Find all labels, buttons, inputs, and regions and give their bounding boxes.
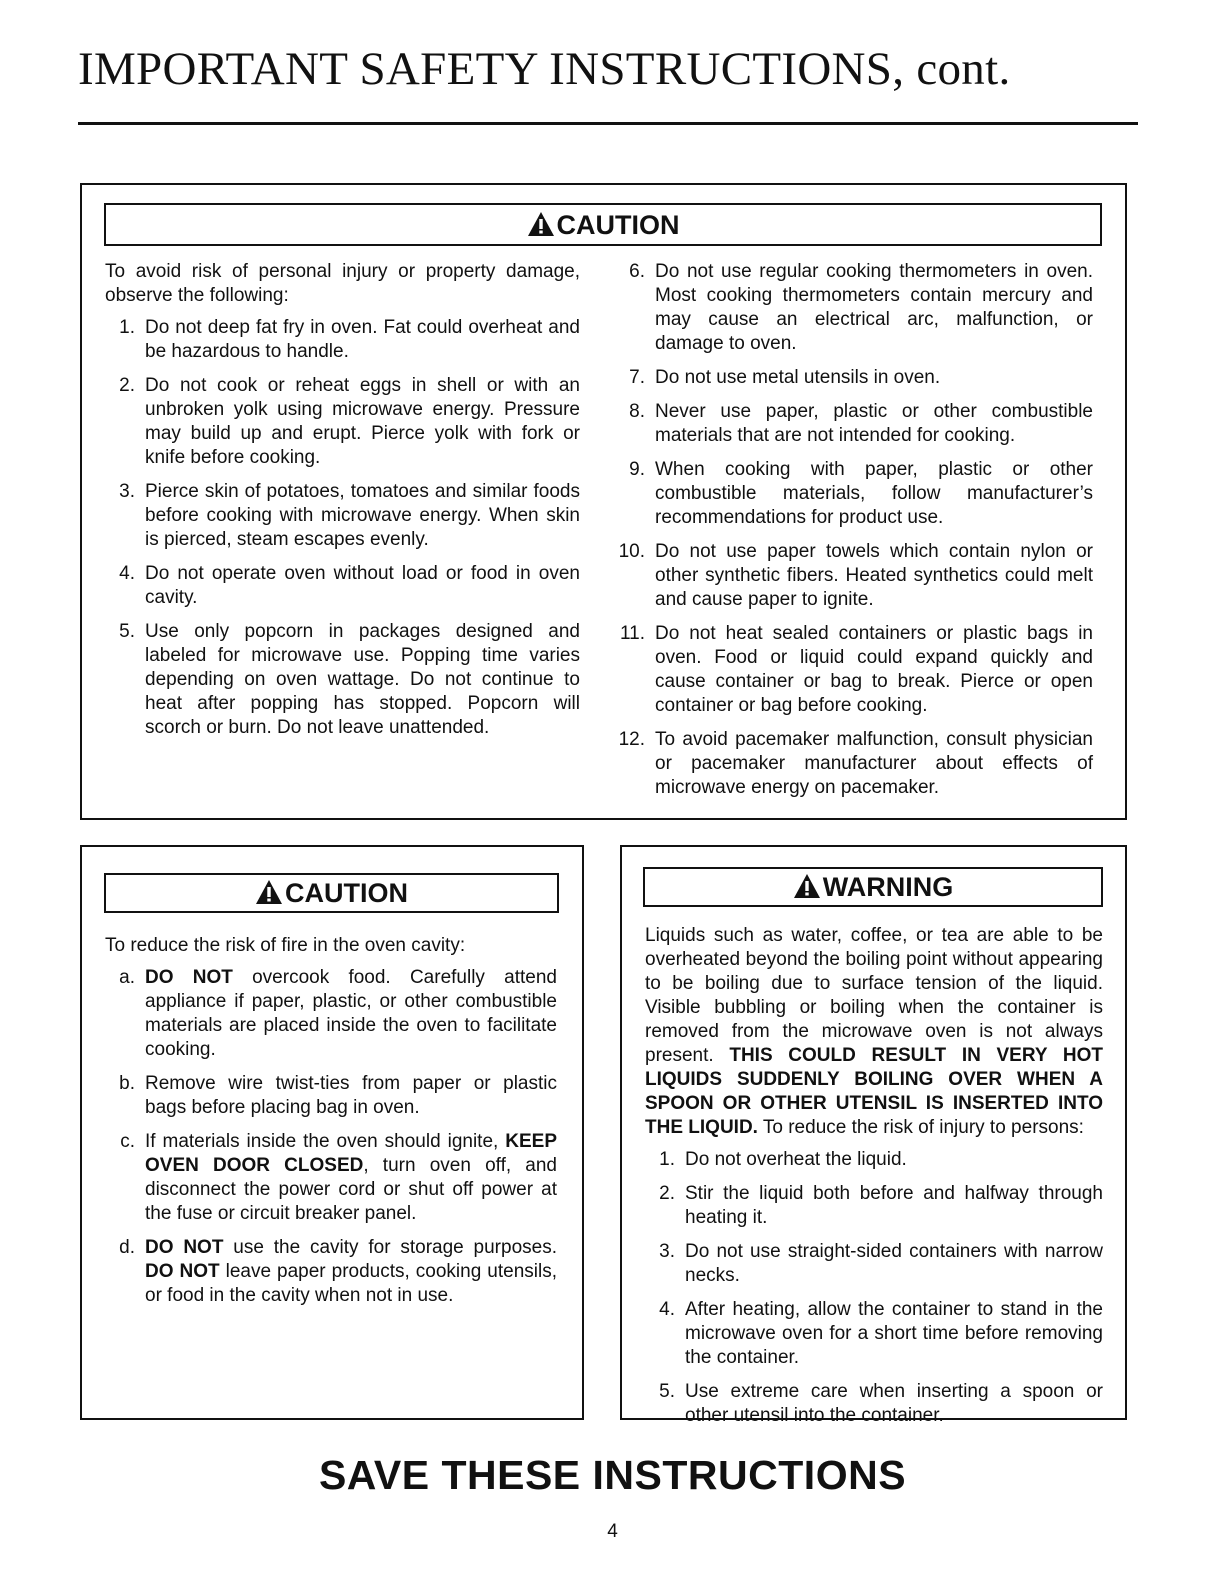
list-item: 6. Do not use regular cooking thermometers in oven. Most cooking thermometers contain mercury and may cause an electrical arc, malfunction, or damage to oven. — [629, 261, 1093, 354]
warning-triangle-icon — [255, 879, 283, 905]
save-instructions-title: SAVE THESE INSTRUCTIONS — [318, 1452, 907, 1498]
caution-header-label: CAUTION — [556, 210, 680, 240]
list-item: 11. Do not heat sealed containers or plastic bags in oven. Food or liquid could expand quickly and cause container or bag to break. Pierce or open container or bag before cooking. — [619, 623, 1093, 716]
warning-triangle-icon — [793, 873, 821, 899]
list-item: 5. Use extreme care when inserting a spoon or other utensil into the container. — [659, 1381, 1103, 1426]
list-item: 3. Do not use straight-sided containers with narrow necks. — [659, 1241, 1103, 1286]
list-item: 5. Use only popcorn in packages designed and labeled for microwave use. Popping time varies depending on oven wattage. Do not continue to heat after popping has stopped. Popcorn will scorch or burn. Do not leave unattended. — [119, 621, 580, 738]
list-item: 2. Do not cook or reheat eggs in shell or with an unbroken yolk using microwave energy. Pressure may build up and erupt. Pierce yolk with fork or knife before cooking. — [119, 375, 580, 468]
caution-main-intro: To avoid risk of personal injury or property damage, observe the following: — [105, 261, 580, 306]
list-item: 1. Do not overheat the liquid. — [659, 1149, 907, 1170]
list-item: b. Remove wire twist-ties from paper or plastic bags before placing bag in oven. — [119, 1073, 557, 1118]
list-item: a. DO NOT overcook food. Carefully attend appliance if paper, plastic, or other combustible materials are placed inside the oven to facilitate cooking. — [119, 967, 557, 1060]
caution-header-fire — [104, 873, 559, 913]
list-item: 8. Never use paper, plastic or other combustible materials that are not intended for cooking. — [629, 401, 1093, 446]
warning-list — [645, 1148, 1103, 1428]
caution-main-right-column — [615, 260, 1093, 810]
warning-header — [643, 867, 1103, 907]
title-rule — [78, 122, 1138, 125]
page-title: IMPORTANT SAFETY INSTRUCTIONS, cont. — [78, 43, 1011, 95]
warning-header-label: WARNING — [822, 872, 954, 902]
warning-content — [645, 924, 1103, 1438]
list-item: c. If materials inside the oven should ignite, KEEP OVEN DOOR CLOSED, turn oven off, and disconnect the power cord or shut off power at the fuse or circuit breaker panel. — [120, 1131, 557, 1224]
caution-main-list-left — [105, 316, 580, 740]
caution-fire-list — [105, 966, 557, 1308]
warning-paragraph: Liquids such as water, coffee, or tea are able to be overheated beyond the boiling point without appearing to be boiling due to surface tension of the liquid. Visible bubbling or boiling when the container is removed from the microwave oven is not always present. THIS COULD RESULT IN VERY HOT LIQUIDS SUDDENLY BOILING OVER WHEN A SPOON OR OTHER UTENSIL IS INSERTED INTO THE LIQUID. To reduce the risk of injury to persons: — [645, 925, 1103, 1138]
list-item: 12. To avoid pacemaker malfunction, consult physician or pacemaker manufacturer about effects of microwave energy on pacemaker. — [618, 729, 1093, 798]
list-item: 4. After heating, allow the container to stand in the microwave oven for a short time before removing the container. — [659, 1299, 1103, 1368]
page-number: 4 — [607, 1521, 618, 1542]
list-item: 3. Pierce skin of potatoes, tomatoes and similar foods before cooking with microwave energy. When skin is pierced, steam escapes evenly. — [119, 481, 580, 550]
list-item: 2. Stir the liquid both before and halfway through heating it. — [659, 1183, 1103, 1228]
caution-header-main — [104, 203, 1102, 246]
caution-main-list-right — [615, 260, 1093, 800]
warning-triangle-icon — [527, 211, 555, 237]
list-item: 1. Do not deep fat fry in oven. Fat could overheat and be hazardous to handle. — [119, 317, 580, 362]
caution-fire-intro: To reduce the risk of fire in the oven cavity: — [105, 935, 466, 956]
caution-fire-content — [105, 934, 557, 1318]
list-item: 7. Do not use metal utensils in oven. — [629, 367, 941, 388]
caution-main-left-column — [105, 260, 580, 750]
list-item: 9. When cooking with paper, plastic or other combustible materials, follow manufacturer’s recommendations for product use. — [629, 459, 1093, 528]
list-item: d. DO NOT use the cavity for storage purposes. DO NOT leave paper products, cooking utensils, or food in the cavity when not in use. — [119, 1237, 557, 1306]
list-item: 10. Do not use paper towels which contain nylon or other synthetic fibers. Heated synthetics could melt and cause paper to ignite. — [618, 541, 1093, 610]
list-item: 4. Do not operate oven without load or food in oven cavity. — [119, 563, 580, 608]
caution-header-label: CAUTION — [285, 878, 408, 908]
